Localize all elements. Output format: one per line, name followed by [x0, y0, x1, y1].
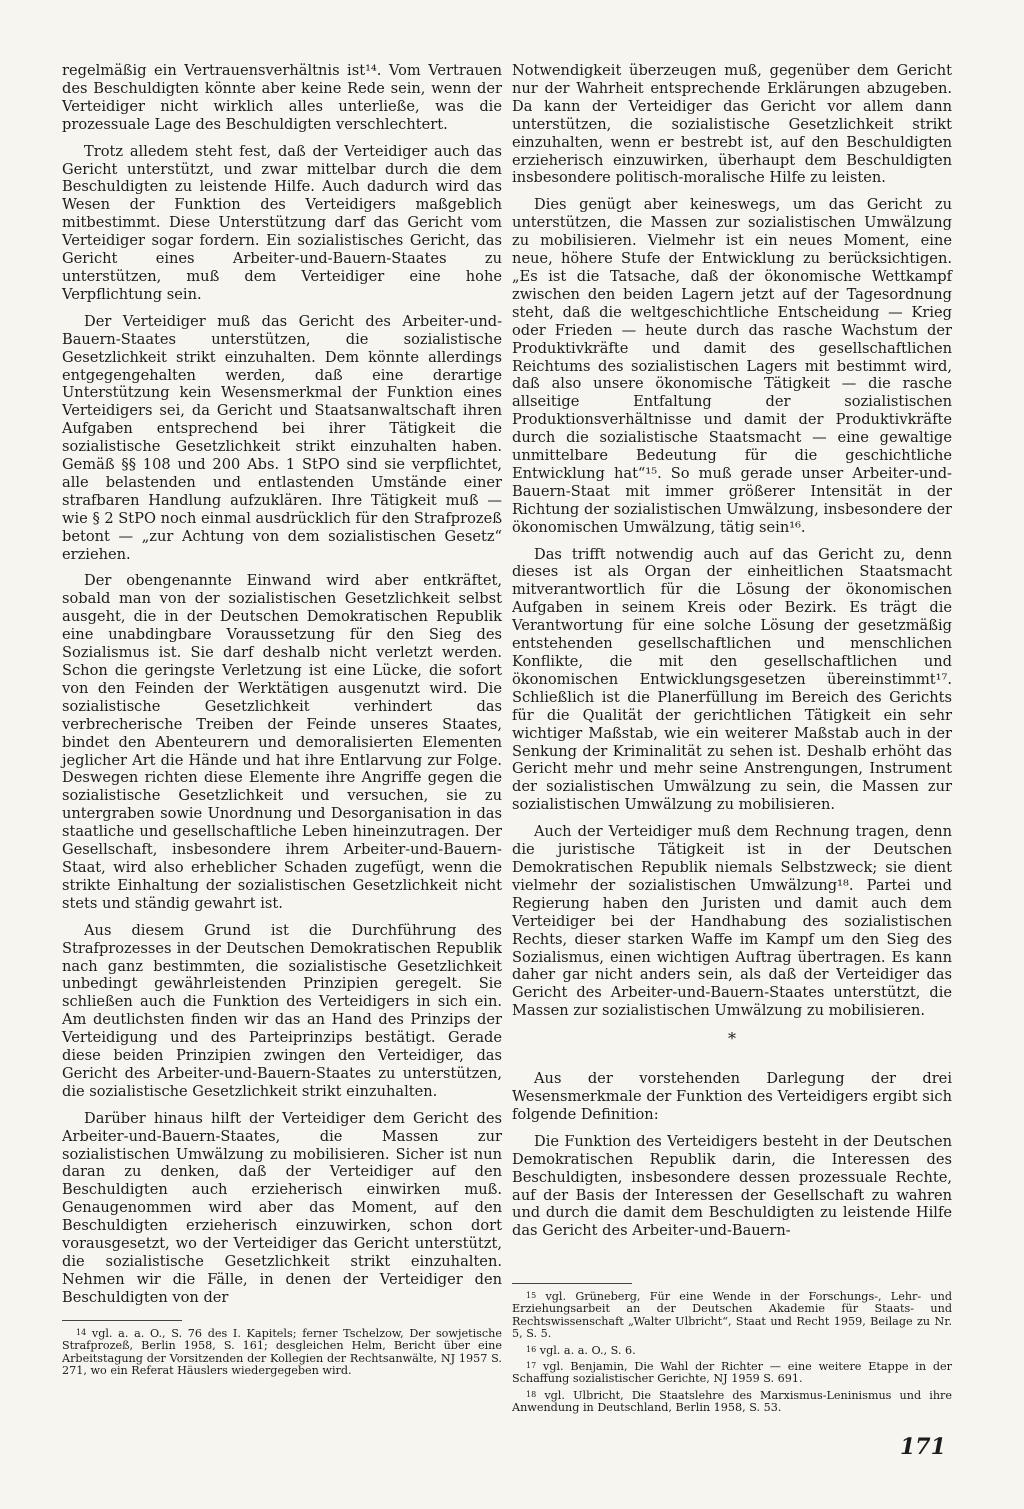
body-paragraph: Der obengenannte Einwand wird aber entkräftet, sobald man von der sozialistischen Gesetzlichkeit selbst ausgeht, die in der Deutschen Demokratischen Republik eine unabdingbare Voraussetzung für den Sieg des Sozialismus ist. Sie darf deshalb nicht verletzt werden. Schon die geringste Verletzung ist eine Lücke, die sofort von den Feinden der Werktätigen ausgenutzt wird. Die sozialistische Gesetzlichkeit verhindert das verbrecherische Treiben der Feinde unseres Staates, bindet den Abenteurern und demoralisierten Elementen jeglicher Art die Hände und hat ihre Entlarvung zur Folge. Deswegen richten diese Elemente ihre Angriffe gegen die sozialistische Gesetzlichkeit und versuchen, sie zu untergraben sowie Unordnung und Desorganisation in das staatliche und gesellschaftliche Leben hineinzutragen. Der Gesellschaft, insbesondere ihrem Arbeiter-und-Bauern-Staat, wird also erheblicher Schaden zugefügt, wenn die strikte Einhaltung der sozialistischen Gesetzlichkeit nicht stets und ständig gewahrt ist.	[62, 572, 502, 912]
footnote-text: vgl. a. a. O., S. 6.	[539, 1343, 636, 1357]
body-paragraph: Dies genügt aber keineswegs, um das Gericht zu unterstützen, die Massen zur sozialistischen Umwälzung zu mobilisieren. Vielmehr ist ein neues Moment, eine neue, höhere Stufe der Entwicklung zu berücksichtigen. „Es ist die Tatsache, daß der ökonomische Wettkampf zwischen den beiden Lagern jetzt auf der Tagesordnung steht, daß die weltgeschichtliche Entscheidung — Krieg oder Frieden — heute durch das rasche Wachstum der Produktivkräfte und damit des gesellschaftlichen Reichtums des sozialistischen Lagers mit bestimmt wird, daß also unsere ökonomische Tätigkeit — die rasche allseitige Entfaltung der sozialistischen Produktionsverhältnisse und damit der Produktivkräfte durch die sozialistische Staatsmacht — eine gewaltige unmittelbare Bedeutung für die geschichtliche Entwicklung hat“¹⁵. So muß gerade unser Arbeiter-und-Bauern-Staat mit immer größerer Intensität in der Richtung der sozialistischen Umwälzung, insbesondere der ökonomischen Umwälzung, tätig sein¹⁶.	[512, 196, 952, 536]
body-paragraph: Aus der vorstehenden Darlegung der drei Wesensmerkmale der Funktion des Verteidigers ergibt sich folgende Definition:	[512, 1070, 952, 1123]
footnote-text: vgl. Benjamin, Die Wahl der Richter — eine weitere Etappe in der Schaffung sozialistischer Gerichte, NJ 1959 S. 691.	[512, 1360, 953, 1386]
footnote-text: vgl. a. a. O., S. 76 des I. Kapitels; ferner Tschelzow, Der sowjetische Strafprozeß, Berlin 1958, S. 161; desgleichen Helm, Bericht über eine Arbeitstagung der Vorsitzenden der Kollegien der Rechtsanwälte, NJ 1957 S. 271, wo ein Referat Häuslers wiedergegeben wird.	[62, 1327, 502, 1378]
footnote-rule	[62, 1320, 182, 1321]
footnote	[62, 1327, 502, 1378]
footnote-number: 16	[526, 1344, 537, 1354]
footnote	[512, 1389, 952, 1415]
footnote	[512, 1290, 952, 1341]
body-paragraph: Das trifft notwendig auch auf das Gericht zu, denn dieses ist als Organ der einheitlichen Staatsmacht mitverantwortlich für die Lösung der ökonomischen Aufgaben in seinem Kreis oder Bezirk. Es trägt die Verantwortung für eine solche Lösung der gesetzmäßig entstehenden gesellschaftlichen und menschlichen Konflikte, die mit den gesellschaftlichen und ökonomischen Entwicklungsgesetzen übereinstimmt¹⁷. Schließlich ist die Planerfüllung im Bereich des Gerichts für die Qualität der gerichtlichen Tätigkeit ein sehr wichtiger Maßstab, wie ein weiterer Maßstab auch in der Senkung der Kriminalität zu sehen ist. Deshalb erhöht das Gericht mehr und mehr seine Anstrengungen, Instrument der sozialistischen Umwälzung zu sein, die Massen zur sozialistischen Umwälzung zu mobilisieren.	[512, 545, 952, 814]
body-paragraph: Notwendigkeit überzeugen muß, gegenüber dem Gericht nur der Wahrheit entsprechende Erklärungen abzugeben. Da kann der Verteidiger das Gericht vor allem dann unterstützen, die sozialistische Gesetzlichkeit strikt einzuhalten, wenn er bestrebt ist, auf den Beschuldigten erzieherisch einzuwirken, überhaupt dem Beschuldigten insbesondere politisch-moralische Hilfe zu leisten.	[512, 62, 952, 187]
footnote-number: 14	[76, 1328, 87, 1337]
body-paragraph: Die Funktion des Verteidigers besteht in der Deutschen Demokratischen Republik darin, die Interessen des Beschuldigten, insbesondere dessen prozessuale Rechte, auf der Basis der Interessen der Gesellschaft zu wahren und durch die damit dem Beschuldigten zu leistende Hilfe das Gericht des Arbeiter-und-Bauern-	[512, 1132, 952, 1240]
body-paragraph: Darüber hinaus hilft der Verteidiger dem Gericht des Arbeiter-und-Bauern-Staates, die Massen zur sozialistischen Umwälzung zu mobilisieren. Sicher ist nun daran zu denken, daß der Verteidiger auf den Beschuldigten auch erzieherisch einwirken muß. Genaugenommen wird aber das Moment, auf den Beschuldigten erzieherisch einzuwirken, schon dort vorausgesetzt, wo der Verteidiger das Gericht unterstützt, die sozialistische Gesetzlichkeit strikt einzuhalten. Nehmen wir die Fälle, in denen der Verteidiger den Beschuldigten von der	[62, 1109, 502, 1306]
body-paragraph: Trotz alledem steht fest, daß der Verteidiger auch das Gericht unterstützt, und zwar mittelbar durch die dem Beschuldigten zu leistende Hilfe. Auch dadurch wird das Wesen der Funktion des Verteidigers maßgeblich mitbestimmt. Diese Unterstützung darf das Gericht vom Verteidiger sogar fordern. Ein sozialistisches Gericht, das Gericht eines Arbeiter-und-Bauern-Staates zu unterstützen, muß dem Verteidiger eine hohe Verpflichtung sein.	[62, 142, 502, 303]
footnote	[512, 1360, 952, 1386]
body-paragraph: Aus diesem Grund ist die Durchführung des Strafprozesses in der Deutschen Demokratischen Republik nach ganz bestimmten, die sozialistische Gesetzlichkeit unbedingt gewährleistenden Prinzipien geregelt. Sie schließen auch die Funktion des Verteidigers in sich ein. Am deutlichsten finden wir das an Hand des Prinzips der Verteidigung und des Parteiprinzips bestätigt. Gerade diese beiden Prinzipien zwingen den Verteidiger, das Gericht des Arbeiter-und-Bauern-Staates zu unterstützen, die sozialistische Gesetzlichkeit strikt einzuhalten.	[62, 921, 502, 1100]
right-column	[512, 62, 952, 1249]
footnote-number: 15	[526, 1291, 537, 1300]
body-paragraph: Auch der Verteidiger muß dem Rechnung tragen, denn die juristische Tätigkeit ist in der Deutschen Demokratischen Republik niemals Selbstzweck; sie dient vielmehr der sozialistischen Umwälzung¹⁸. Partei und Regierung haben den Juristen und damit auch dem Verteidiger bei der Handhabung des sozialistischen Rechts, dieser starken Waffe im Kampf um den Sieg des Sozialismus, einen wichtigen Auftrag übertragen. Es kann daher gar nicht anders sein, als daß der Verteidiger das Gericht des Arbeiter-und-Bauern-Staates unterstützt, die Massen zur sozialistischen Umwälzung zu mobilisieren.	[512, 823, 952, 1020]
footnote-text: vgl. Grüneberg, Für eine Wende in der Forschungs-, Lehr- und Erziehungsarbeit an der Deutschen Akademie für Staats- und Rechtswissenschaft „Walter Ulbricht“, Staat und Recht 1959, Beilage zu Nr. 5, S. 5.	[512, 1290, 952, 1341]
footnote-number: 18	[526, 1389, 537, 1399]
footnote-number: 17	[526, 1361, 537, 1371]
body-paragraph: regelmäßig ein Vertrauensverhältnis ist¹⁴. Vom Vertrauen des Beschuldigten könnte aber keine Rede sein, wenn der Verteidiger nicht wirklich alles unterließe, was die prozessuale Lage des Beschuldigten verschlechtert.	[62, 62, 502, 133]
page-number: 171	[900, 1434, 946, 1460]
right-footnotes	[512, 1283, 952, 1418]
footnote-text: vgl. Ulbricht, Die Staatslehre des Marxismus-Leninismus und ihre Anwendung in Deutschland, Berlin 1958, S. 53.	[512, 1388, 952, 1415]
section-separator: *	[728, 1029, 736, 1049]
body-paragraph: Der Verteidiger muß das Gericht des Arbeiter-und-Bauern-Staates unterstützen, die sozialistische Gesetzlichkeit strikt einzuhalten. Dem könnte allerdings entgegengehalten werden, daß eine derartige Unterstützung kein Wesensmerkmal der Funktion eines Verteidigers sei, da Gericht und Staatsanwaltschaft ihren Aufgaben entsprechend bei ihrer Tätigkeit die sozialistische Gesetzlichkeit strikt einzuhalten haben. Gemäß §§ 108 und 200 Abs. 1 StPO sind sie verpflichtet, alle belastenden und entlastenden Umstände einer strafbaren Handlung aufzuklären. Ihre Tätigkeit muß — wie § 2 StPO noch einmal ausdrücklich für den Strafprozeß betont — „zur Achtung von dem sozialistischen Gesetz“ erziehen.	[62, 312, 502, 563]
footnote-rule	[512, 1283, 632, 1284]
footnote	[512, 1344, 952, 1357]
left-column	[62, 62, 502, 1316]
left-footnotes	[62, 1320, 502, 1381]
